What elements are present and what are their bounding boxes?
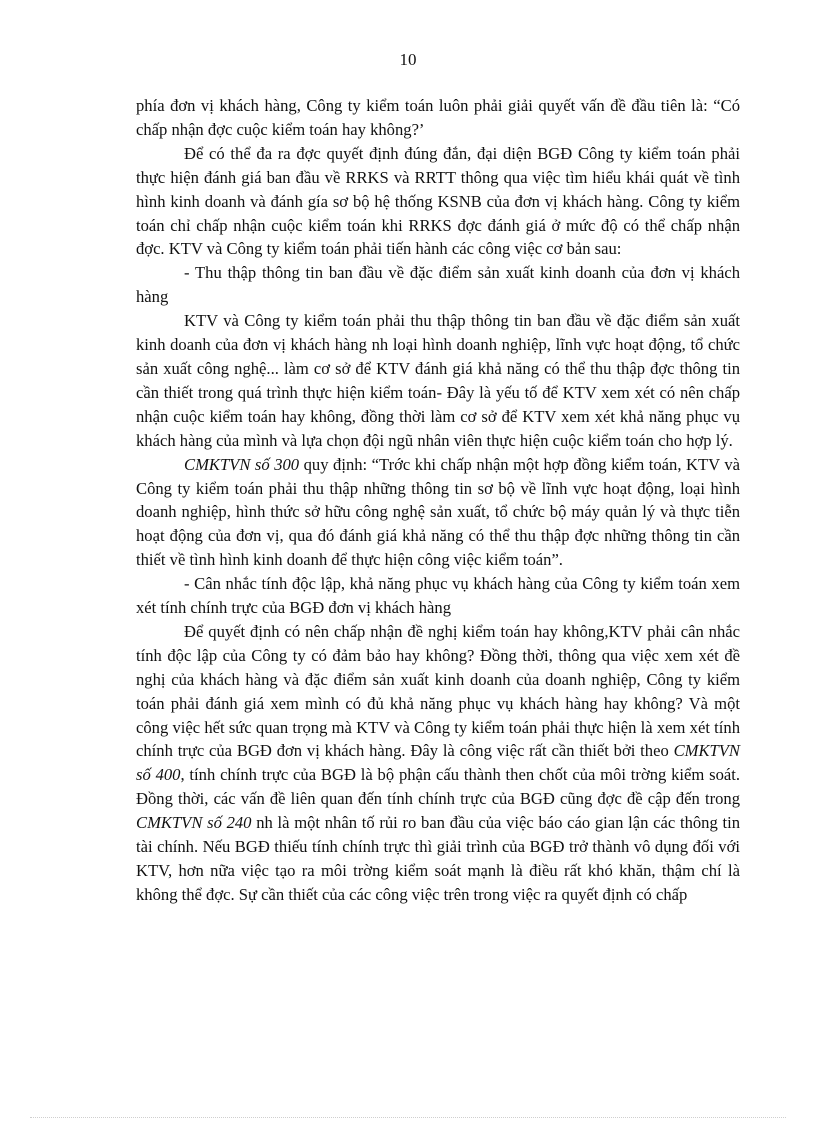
body-text <box>136 94 740 907</box>
paragraph-integrity <box>136 620 740 907</box>
integrity-text-part-2: , tính chính trực của BGĐ là bộ phận cấu thành then chốt của môi trờng kiểm soát. Đồng thời, các vấn đề liên quan đến tính chính trực của BGĐ cũng đợc đề cập đến trong <box>136 765 741 809</box>
bullet-collect-information: - Thu thập thông tin ban đầu về đặc điểm sản xuất kinh doanh của đơn vị khách hàng <box>136 263 740 307</box>
paragraph-continuation: phía đơn vị khách hàng, Công ty kiểm toán luôn phải giải quyết vấn đề đầu tiên là: “Có chấp nhận đợc cuộc kiểm toán hay không?’ <box>136 96 740 139</box>
standard-reference: CMKTVN số 400 <box>136 741 740 785</box>
paragraph-initial-assessment: Để có thể đa ra đợc quyết định đúng đắn, đại diện BGĐ Công ty kiểm toán phải thực hiện đánh giá ban đầu về RRKS và RRTT thông qua việc tìm hiểu khái quát về tình hình kinh doanh và đánh gía sơ bộ hệ thống KSNB của đơn vị khách hàng. Công ty kiểm toán chỉ chấp nhận cuộc kiểm toán khi RRKS đợc đánh giá ở mức độ có thể chấp nhận đợc. KTV và Công ty kiểm toán phải tiến hành các công việc cơ bản sau: <box>136 143 740 259</box>
standard-300-text: quy định: “Trớc khi chấp nhận một hợp đồng kiểm toán, KTV và Công ty kiểm toán phải thu thập những thông tin sơ bộ về lĩnh vực hoạt động, loại hình doanh nghiệp, hình thức sở hữu công nghệ sản xuất, tổ chức bộ máy quản lý và thực tiễn hoạt động của đơn vị, qua đó đánh giá khả năng có thể thu thập đợc những thông tin cần thiết về tình hình kinh doanh để thực hiện công việc kiểm toán”. <box>136 454 740 570</box>
page-number: 10 <box>399 50 417 69</box>
integrity-text-part-3: nh là một nhân tố rủi ro ban đầu của việc báo cáo gian lận các thông tin tài chính. Nếu BGĐ thiếu tính chính trực thì giải trình của BGĐ trở thành vô dụng đối với KTV, hơn nữa việc tạo ra môi trờng kiểm soát mạnh là điều rất khó khăn, thậm chí là không thể đợc. Sự cần thiết của các công việc trên trong việc ra quyết định có chấp <box>136 813 741 904</box>
bullet-independence: - Cân nhắc tính độc lập, khả năng phục vụ khách hàng của Công ty kiểm toán xem xét tính chính trực của BGĐ đơn vị khách hàng <box>136 574 740 618</box>
standard-reference: CMKTVN số 300 <box>184 454 300 474</box>
integrity-text-part-1: Để quyết định có nên chấp nhận đề nghị kiểm toán hay không,KTV phải cân nhắc tính độc lập của Công ty có đảm bảo hay không? Đồng thời, thông qua việc xem xét đề nghị của khách hàng và đặc điểm sản xuất kinh doanh của doanh nghiệp, Công ty kiểm toán phải đánh giá xem mình có đủ khả năng phục vụ khách hàng hay không? Và một công việc hết sức quan trọng mà KTV và Công ty kiểm toán phải thực hiện là xem xét tính chính trực của BGĐ đơn vị khách hàng. Đây là công việc rất cần thiết bởi theo <box>136 621 740 761</box>
standard-reference: CMKTVN số 240 <box>136 813 252 833</box>
footer-divider <box>30 1117 786 1118</box>
paragraph-collect-information: KTV và Công ty kiểm toán phải thu thập thông tin ban đầu về đặc điểm sản xuất kinh doanh của đơn vị khách hàng nh loại hình doanh nghiệp, lĩnh vực hoạt động, tổ chức sản xuất công nghệ... làm cơ sở để KTV đánh giá khả năng có thể thu thập đợc thông tin cần thiết trong quá trình thực hiện kiểm toán- Đây là yếu tố để KTV xem xét có nên chấp nhận cuộc kiểm toán hay không, đồng thời làm cơ sở để KTV xem xét khả năng phục vụ khách hàng của mình và lựa chọn đội ngũ nhân viên thực hiện cuộc kiểm toán cho hợp lý. <box>136 311 740 450</box>
paragraph-standard-300 <box>136 453 740 573</box>
